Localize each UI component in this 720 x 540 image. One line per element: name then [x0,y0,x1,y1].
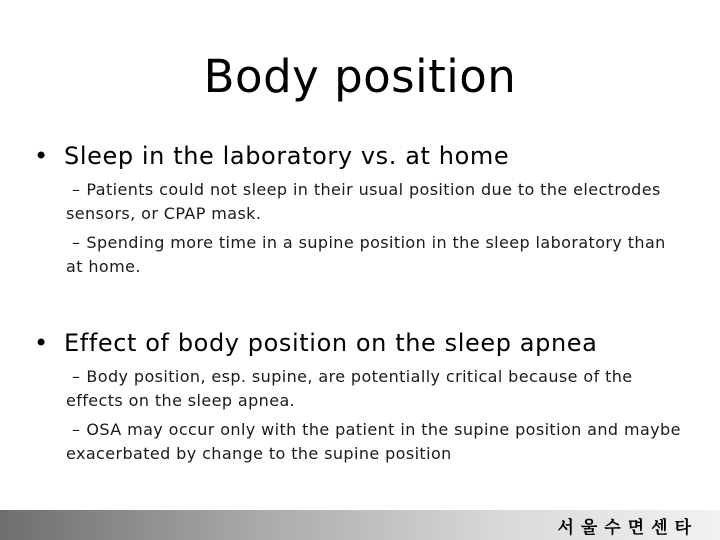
sub-item-text: Spending more time in a supine position in the sleep laboratory than at home. [66,233,666,276]
bullet-sleep-lab-vs-home [34,142,509,170]
sub-marker: – [72,367,81,386]
bullet-heading: Effect of body position on the sleep apnea [64,329,598,357]
bullet-heading: Sleep in the laboratory vs. at home [64,142,510,170]
bullet-marker: • [34,329,49,357]
slide-title: Body position [203,50,517,103]
sub-item-patients-position [66,178,686,226]
bullet-marker: • [34,142,49,170]
sub-marker: – [72,420,81,439]
sub-item-text: OSA may occur only with the patient in the supine position and maybe exacerbated by change to the supine position [66,420,681,463]
sub-item-body-position-critical [66,365,686,413]
sub-marker: – [72,233,81,252]
sub-item-text: Patients could not sleep in their usual position due to the electrodes sensors, or CPAP mask. [66,180,661,223]
footer-label: 서울수면센타 [557,518,698,538]
sub-item-text: Body position, esp. supine, are potentially critical because of the effects on the sleep apnea. [66,367,633,410]
bullet-effect-body-position [34,329,597,357]
sub-item-supine-time [66,231,686,279]
sub-item-osa-supine [66,418,686,466]
sub-marker: – [72,180,81,199]
